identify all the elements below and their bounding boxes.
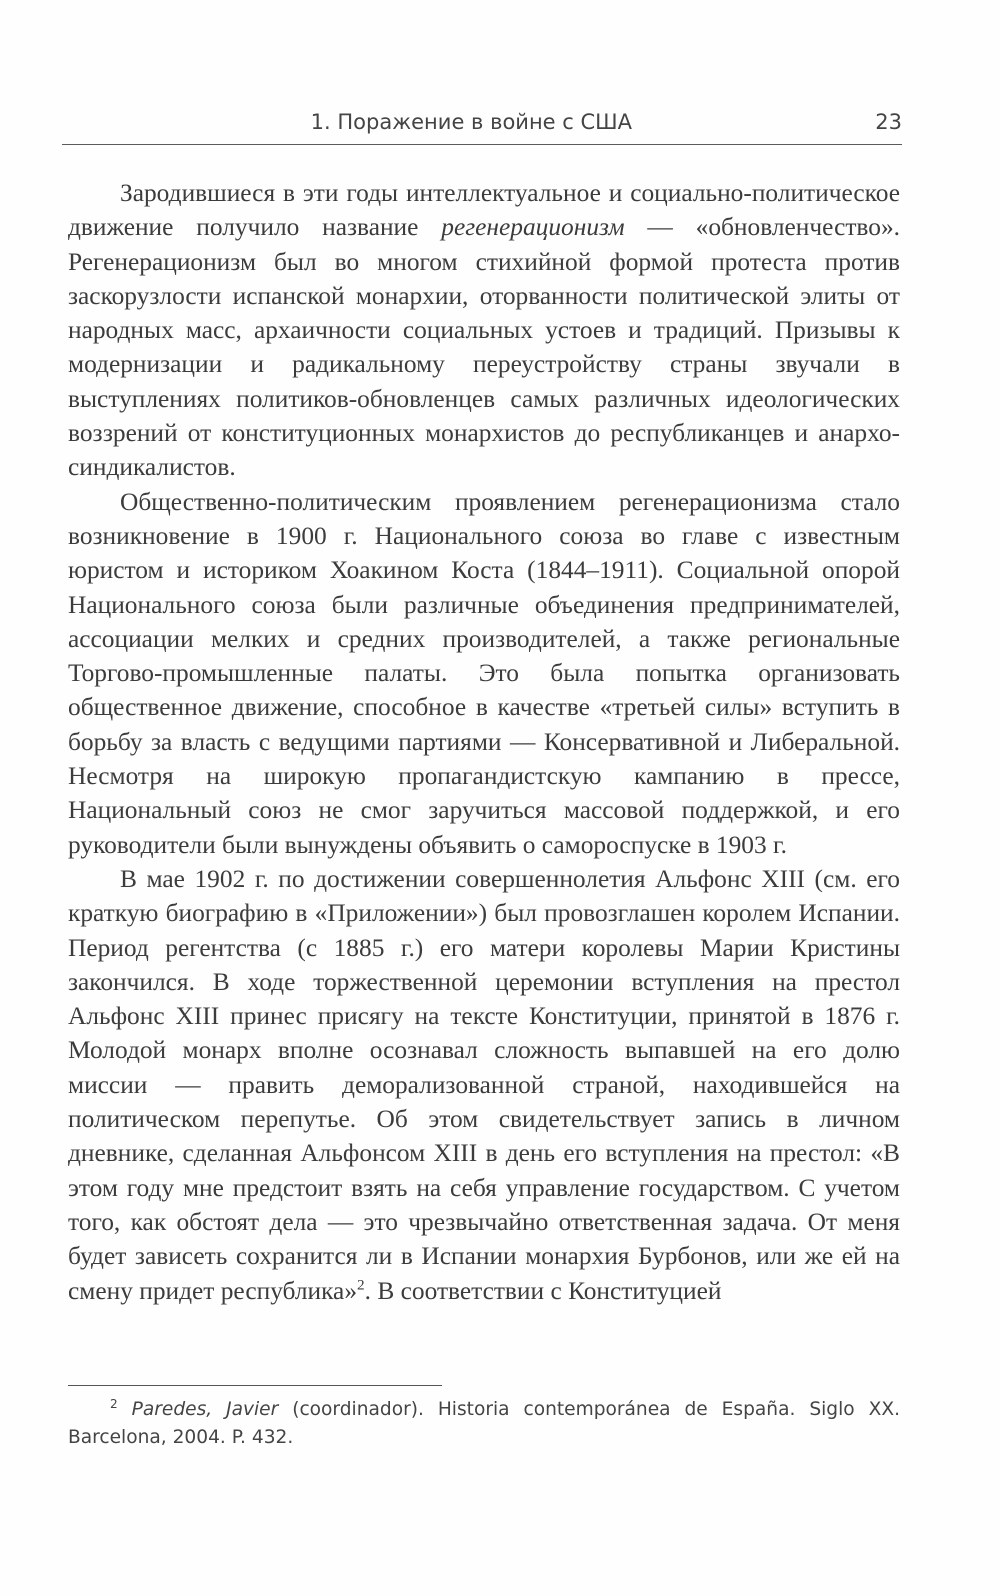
footnote-text: (coordinador). Historia contemporánea de España. Siglo XX. Barcelona, 2004. P. 432. (68, 1399, 900, 1448)
paragraph-2: Общественно-политическим проявлением регенерационизма стало возникновение в 1900 г. Национального союза во главе с известным юристом и историком Хоакином Коста (1844–1911). Социальной опорой Национального союза были различные объединения предпринимателей, ассоциации мелких и средних производителей, а также региональные Торгово-промышленные палаты. Это была попытка организовать общественное движение, способное в качестве «третьей силы» вступить в борьбу за власть с ведущими партиями — Консервативной и Либеральной. Несмотря на широкую пропагандистскую кампанию в прессе, Национальный союз не смог заручиться массовой поддержкой, и его руководители были вынуждены объявить о самороспуске в 1903 г. (68, 487, 900, 859)
paragraph-3 (68, 862, 900, 1308)
paragraph-3-start: В мае 1902 г. по достижении совершеннолетия Альфонс XIII (см. его краткую биографию в «Приложении») был провозглашен королем Испании. Период регентства (с 1885 г.) его матери королевы Марии Кристины закончился. В ходе торжественной церемонии вступления на престол Альфонс XIII принес присягу на тексте Конституции, принятой в 1876 г. Молодой монарх вполне осознавал сложность выпавшей на его долю миссии — править деморализованной страной, находившейся на политическом перепутье. Об этом свидетельствует запись в личном дневнике, сделанная Альфонсом XIII в день его вступления на престол: «В этом году мне предстоит взять на себя управление государством. С учетом того, как обстоят дела — это чрезвычайно ответственная задача. От меня будет зависеть сохранится ли в Испании монархия Бурбонов, или же ей на смену придет республика» (68, 864, 900, 1305)
footnote-reference: 2 (357, 1276, 365, 1294)
paragraph-1 (68, 176, 900, 485)
running-header (62, 108, 902, 145)
paragraph-1-end: — «обновленчество». Регенерационизм был во многом стихийной формой протеста против заскорузлости испанской монархии, оторванности политической элиты от народных масс, архаичности социальных устоев и традиций. Призывы к модернизации и радикальному переустройству страны звучали в выступлениях политиков-обновленцев самых различных идеологических воззрений от конституционных монархистов до республиканцев и анархо-синдикалистов. (68, 213, 900, 482)
footnote-author: Paredes, Javier (131, 1399, 279, 1420)
running-title: 1. Поражение в войне с США (310, 110, 632, 134)
page-number: 23 (875, 110, 902, 134)
body-text (68, 176, 900, 1308)
footnote (68, 1396, 900, 1452)
italic-term: регенерационизм (441, 213, 625, 242)
paragraph-1-start: Зародившиеся в эти годы интеллектуальное и социально-политическое движение получило название (68, 179, 900, 242)
paragraph-3-end: . В соответствии с Конституцией (364, 1276, 722, 1305)
footnote-marker: 2 (110, 1396, 118, 1411)
footnote-divider (68, 1385, 442, 1386)
